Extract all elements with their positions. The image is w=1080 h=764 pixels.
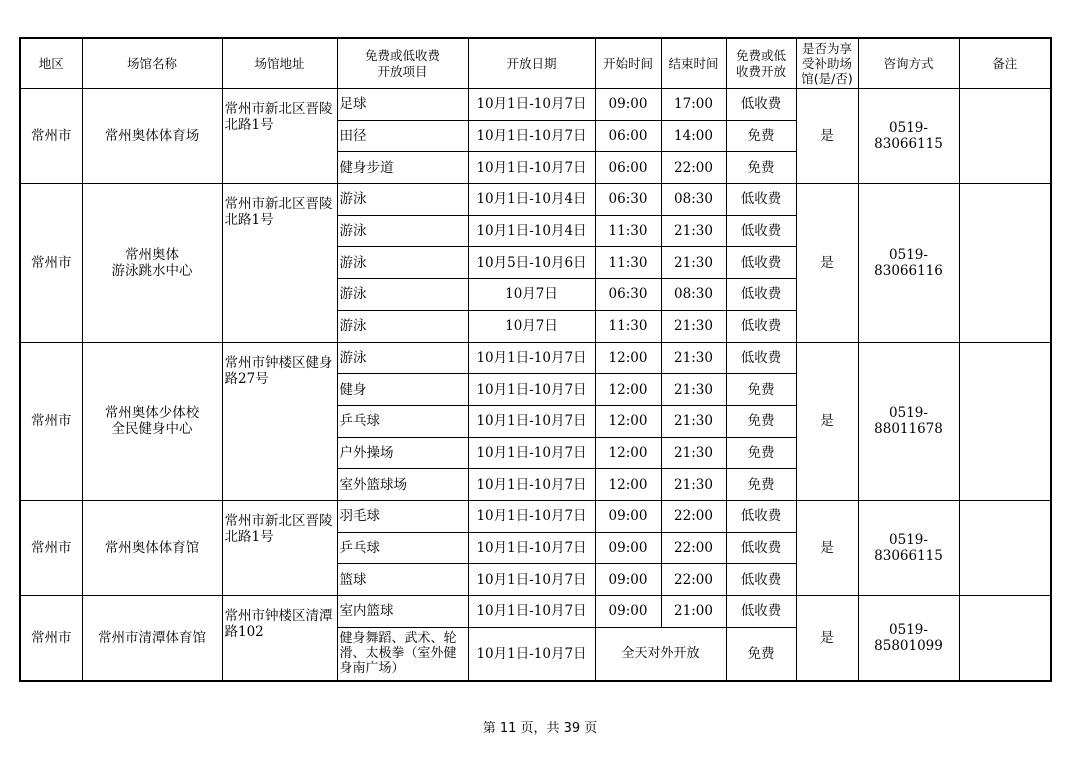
end-time-cell: 21:30 <box>661 247 726 279</box>
project-cell: 户外操场 <box>337 437 468 469</box>
end-time-cell: 21:30 <box>661 437 726 469</box>
date-cell: 10月1日-10月7日 <box>468 596 595 628</box>
contact-cell: 0519-83066115 <box>858 500 959 595</box>
end-time-cell: 08:30 <box>661 279 726 311</box>
start-time-cell: 12:00 <box>595 469 661 501</box>
subsidy-cell: 是 <box>796 184 858 342</box>
date-cell: 10月1日-10月4日 <box>468 184 595 216</box>
start-time-cell: 12:00 <box>595 342 661 374</box>
header-remark: 备注 <box>959 38 1051 89</box>
subsidy-cell: 是 <box>796 596 858 681</box>
date-cell: 10月7日 <box>468 279 595 311</box>
remark-cell <box>959 596 1051 681</box>
start-time-cell: 06:00 <box>595 152 661 184</box>
fee-cell: 低收费 <box>726 279 796 311</box>
end-time-cell: 21:30 <box>661 310 726 342</box>
region-cell: 常州市 <box>20 89 82 184</box>
contact-cell: 0519-83066115 <box>858 89 959 184</box>
date-cell: 10月1日-10月7日 <box>468 89 595 121</box>
end-time-cell: 21:30 <box>661 469 726 501</box>
start-time-cell: 09:00 <box>595 89 661 121</box>
table-row <box>20 184 1051 216</box>
date-cell: 10月1日-10月7日 <box>468 342 595 374</box>
project-cell: 游泳 <box>337 247 468 279</box>
fee-cell: 低收费 <box>726 500 796 532</box>
end-time-cell: 22:00 <box>661 152 726 184</box>
venue-cell: 常州奥体 游泳跳水中心 <box>82 184 222 342</box>
end-time-cell: 22:00 <box>661 564 726 596</box>
address-cell: 常州市新北区晋陵北路1号 <box>222 184 337 342</box>
table-row <box>20 342 1051 374</box>
date-cell: 10月7日 <box>468 310 595 342</box>
fee-cell: 免费 <box>726 469 796 501</box>
project-cell: 健身 <box>337 374 468 406</box>
date-cell: 10月1日-10月7日 <box>468 405 595 437</box>
start-time-cell: 11:30 <box>595 247 661 279</box>
fee-cell: 低收费 <box>726 564 796 596</box>
end-time-cell: 21:00 <box>661 596 726 628</box>
start-time-cell: 06:30 <box>595 184 661 216</box>
end-time-cell: 21:30 <box>661 215 726 247</box>
start-time-cell: 09:00 <box>595 596 661 628</box>
project-cell: 游泳 <box>337 279 468 311</box>
start-time-cell: 12:00 <box>595 437 661 469</box>
project-cell: 室外篮球场 <box>337 469 468 501</box>
header-row <box>20 38 1051 89</box>
fee-cell: 免费 <box>726 120 796 152</box>
project-cell: 乒乓球 <box>337 405 468 437</box>
header-end: 结束时间 <box>661 38 726 89</box>
region-cell: 常州市 <box>20 500 82 595</box>
start-time-cell: 09:00 <box>595 500 661 532</box>
region-cell: 常州市 <box>20 342 82 500</box>
venue-cell: 常州奥体体育场 <box>82 89 222 184</box>
end-time-cell: 21:30 <box>661 374 726 406</box>
header-start: 开始时间 <box>595 38 661 89</box>
header-subsidy: 是否为享 受补助场 馆(是/否) <box>796 38 858 89</box>
end-time-cell: 21:30 <box>661 342 726 374</box>
start-time-cell: 06:00 <box>595 120 661 152</box>
project-cell: 羽毛球 <box>337 500 468 532</box>
date-cell: 10月1日-10月7日 <box>468 627 595 681</box>
allday-cell: 全天对外开放 <box>595 627 726 681</box>
table-row <box>20 596 1051 628</box>
table-row <box>20 89 1051 121</box>
fee-cell: 免费 <box>726 437 796 469</box>
header-fee: 免费或低 收费开放 <box>726 38 796 89</box>
end-time-cell: 08:30 <box>661 184 726 216</box>
fee-cell: 低收费 <box>726 89 796 121</box>
fee-cell: 低收费 <box>726 215 796 247</box>
end-time-cell: 21:30 <box>661 405 726 437</box>
project-cell: 健身步道 <box>337 152 468 184</box>
project-cell: 田径 <box>337 120 468 152</box>
remark-cell <box>959 342 1051 500</box>
fee-cell: 低收费 <box>726 532 796 564</box>
start-time-cell: 12:00 <box>595 405 661 437</box>
fee-cell: 低收费 <box>726 310 796 342</box>
end-time-cell: 17:00 <box>661 89 726 121</box>
contact-cell: 0519-88011678 <box>858 342 959 500</box>
fee-cell: 低收费 <box>726 247 796 279</box>
date-cell: 10月1日-10月7日 <box>468 469 595 501</box>
contact-cell: 0519-85801099 <box>858 596 959 681</box>
date-cell: 10月1日-10月7日 <box>468 564 595 596</box>
fee-cell: 免费 <box>726 405 796 437</box>
date-cell: 10月5日-10月6日 <box>468 247 595 279</box>
remark-cell <box>959 89 1051 184</box>
subsidy-cell: 是 <box>796 342 858 500</box>
fee-cell: 免费 <box>726 627 796 681</box>
fee-cell: 低收费 <box>726 184 796 216</box>
project-cell: 健身舞蹈、武术、轮滑、太极拳（室外健身南广场） <box>337 627 468 681</box>
end-time-cell: 22:00 <box>661 500 726 532</box>
end-time-cell: 14:00 <box>661 120 726 152</box>
project-cell: 篮球 <box>337 564 468 596</box>
start-time-cell: 11:30 <box>595 215 661 247</box>
schedule-table <box>19 37 1052 682</box>
header-address: 场馆地址 <box>222 38 337 89</box>
start-time-cell: 12:00 <box>595 374 661 406</box>
venue-cell: 常州奥体少体校 全民健身中心 <box>82 342 222 500</box>
date-cell: 10月1日-10月7日 <box>468 437 595 469</box>
venue-cell: 常州市清潭体育馆 <box>82 596 222 681</box>
fee-cell: 低收费 <box>726 596 796 628</box>
end-time-cell: 22:00 <box>661 532 726 564</box>
subsidy-cell: 是 <box>796 500 858 595</box>
start-time-cell: 06:30 <box>595 279 661 311</box>
subsidy-cell: 是 <box>796 89 858 184</box>
remark-cell <box>959 500 1051 595</box>
project-cell: 乒乓球 <box>337 532 468 564</box>
header-region: 地区 <box>20 38 82 89</box>
start-time-cell: 09:00 <box>595 564 661 596</box>
venue-cell: 常州奥体体育馆 <box>82 500 222 595</box>
page-footer: 第 11 页，共 39 页 <box>482 721 598 736</box>
address-cell: 常州市新北区晋陵北路1号 <box>222 500 337 595</box>
remark-cell <box>959 184 1051 342</box>
project-cell: 室内篮球 <box>337 596 468 628</box>
date-cell: 10月1日-10月7日 <box>468 532 595 564</box>
date-cell: 10月1日-10月7日 <box>468 374 595 406</box>
address-cell: 常州市新北区晋陵北路1号 <box>222 89 337 184</box>
table-body <box>20 89 1051 681</box>
date-cell: 10月1日-10月4日 <box>468 215 595 247</box>
contact-cell: 0519-83066116 <box>858 184 959 342</box>
fee-cell: 低收费 <box>726 342 796 374</box>
address-cell: 常州市钟楼区健身路27号 <box>222 342 337 500</box>
date-cell: 10月1日-10月7日 <box>468 120 595 152</box>
region-cell: 常州市 <box>20 596 82 681</box>
project-cell: 游泳 <box>337 215 468 247</box>
region-cell: 常州市 <box>20 184 82 342</box>
header-date: 开放日期 <box>468 38 595 89</box>
fee-cell: 免费 <box>726 152 796 184</box>
table-row <box>20 500 1051 532</box>
fee-cell: 免费 <box>726 374 796 406</box>
project-cell: 游泳 <box>337 342 468 374</box>
header-contact: 咨询方式 <box>858 38 959 89</box>
date-cell: 10月1日-10月7日 <box>468 500 595 532</box>
address-cell: 常州市钟楼区清潭路102 <box>222 596 337 681</box>
header-venue: 场馆名称 <box>82 38 222 89</box>
start-time-cell: 09:00 <box>595 532 661 564</box>
project-cell: 足球 <box>337 89 468 121</box>
project-cell: 游泳 <box>337 310 468 342</box>
date-cell: 10月1日-10月7日 <box>468 152 595 184</box>
start-time-cell: 11:30 <box>595 310 661 342</box>
header-project: 免费或低收费 开放项目 <box>337 38 468 89</box>
project-cell: 游泳 <box>337 184 468 216</box>
